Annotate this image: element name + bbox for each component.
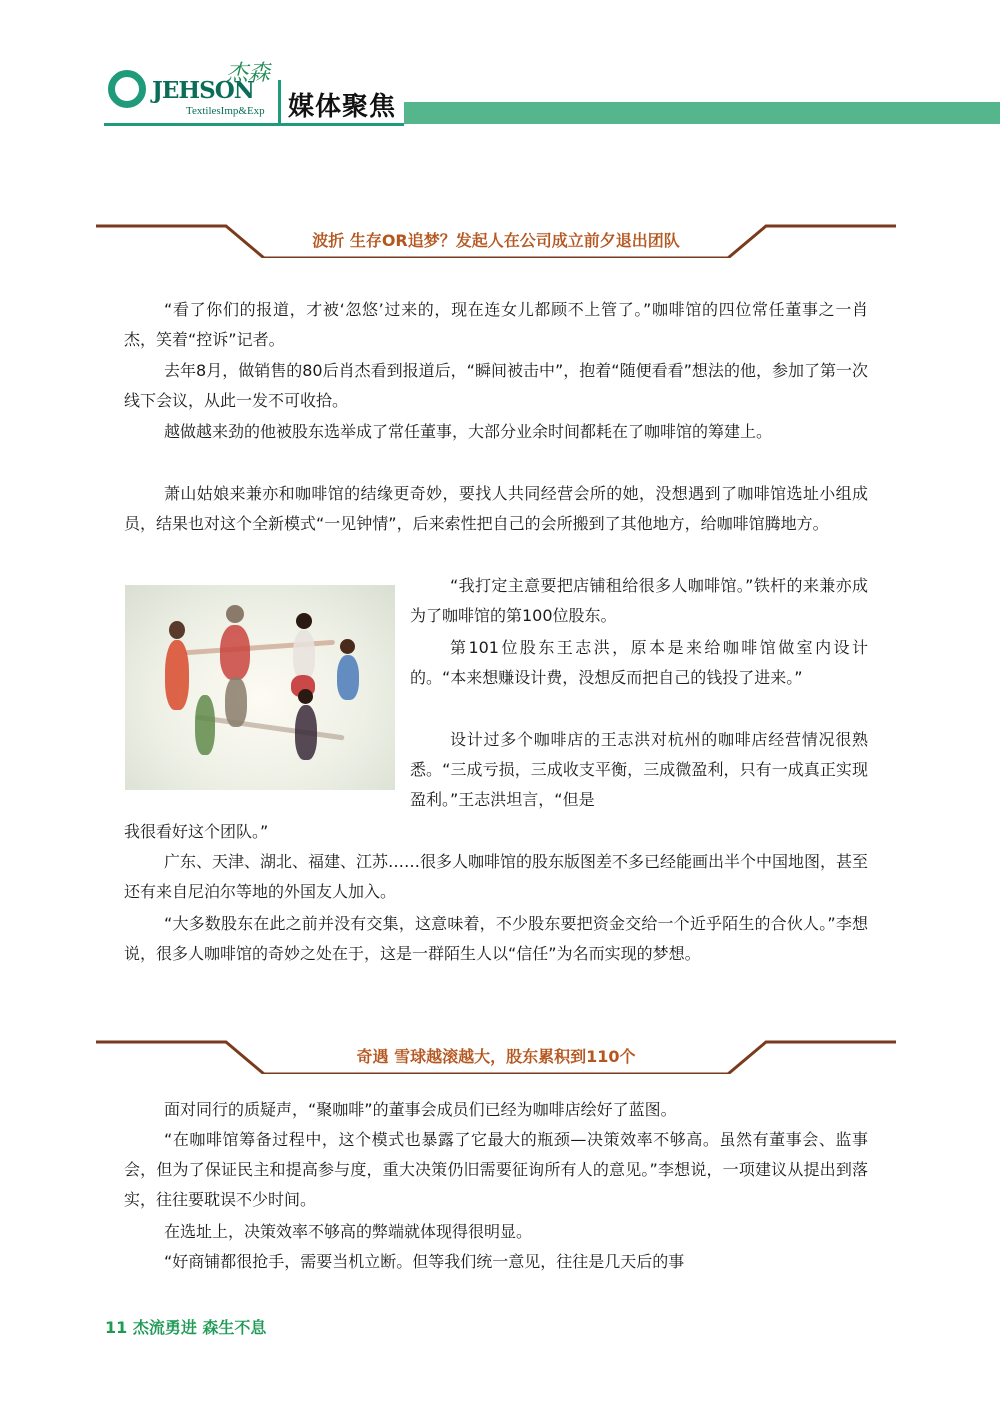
- section-title-2: 奇遇 雪球越滚越大，股东累积到110个: [356, 1047, 636, 1066]
- section-heading-1: [96, 222, 896, 258]
- photo-person-center: [220, 625, 250, 680]
- footer-slogan: 杰流勇进 森生不息: [132, 1318, 267, 1337]
- paragraph: “好商铺都很抢手，需要当机立断。但等我们统一意见，往往是几天后的事: [164, 1252, 685, 1271]
- paragraph: 去年8月，做销售的80后肖杰看到报道后，“瞬间被击中”，抱着“随便看看”想法的他，参加了第一次线下会议，从此一发不可收拾。: [124, 361, 868, 410]
- photo-head: [296, 613, 312, 629]
- paragraph: 越做越来劲的他被股东选举成了常任董事，大部分业余时间都耗在了咖啡馆的筹建上。: [164, 422, 773, 441]
- photo-person-white: [293, 630, 315, 680]
- paragraph: “在咖啡馆筹备过程中，这个模式也暴露了它最大的瓶颈—决策效率不够高。虽然有董事会、监事会，但为了保证民主和提高参与度，重大决策仍旧需要征询所有人的意见。”李想说，一项建议从提出到落实，往往要耽误不少时间。: [124, 1130, 868, 1209]
- photo-head: [226, 605, 244, 623]
- paragraph: 广东、天津、湖北、福建、江苏……很多人咖啡馆的股东版图差不多已经能画出半个中国地图，甚至还有来自尼泊尔等地的外国友人加入。: [124, 852, 869, 901]
- page-header: [0, 0, 1000, 140]
- page-number: 11: [105, 1318, 128, 1337]
- page-footer: [105, 1315, 266, 1338]
- paragraph: “大多数股东在此之前并没有交集，这意味着，不少股东要把资金交给一个近乎陌生的合伙人。”李想说，很多人咖啡馆的奇妙之处在于，这是一群陌生人以“信任”为名而实现的梦想。: [124, 914, 868, 963]
- paragraph: 设计过多个咖啡店的王志洪对杭州的咖啡店经营情况很熟悉。“三成亏损，三成收支平衡，三成微盈利，只有一成真正实现盈利。”王志洪坦言，“但是: [410, 730, 868, 809]
- logo-subtitle: TextilesImp&Exp: [186, 105, 265, 117]
- photo-person-dark: [295, 705, 317, 760]
- logo-chinese-name: 杰森: [226, 61, 271, 86]
- logo-ring-icon: [108, 70, 146, 108]
- paragraph: “看了你们的报道，才被‘忽悠’过来的，现在连女儿都顾不上管了。”咖啡馆的四位常任董事之一肖杰，笑着“控诉”记者。: [124, 300, 868, 349]
- paragraph: “我打定主意要把店铺租给很多人咖啡馆。”铁杆的来兼亦成为了咖啡馆的第100位股东。: [410, 576, 868, 625]
- section-heading-2: [96, 1038, 896, 1074]
- photo-head: [169, 621, 185, 639]
- photo-person-blue: [337, 655, 359, 700]
- photo-head: [340, 639, 355, 654]
- paragraph: 我很看好这个团队。”: [124, 822, 269, 841]
- photo-people-holding-hands: [125, 585, 395, 790]
- paragraph: 在选址上，决策效率不够高的弊端就体现得很明显。: [164, 1222, 533, 1241]
- header-green-band: [404, 102, 1000, 124]
- paragraph: 面对同行的质疑声，“聚咖啡”的董事会成员们已经为咖啡店绘好了蓝图。: [164, 1100, 677, 1119]
- company-logo: [108, 60, 278, 124]
- photo-person-green: [195, 695, 215, 755]
- logo-brand-name: JEHSON: [152, 77, 254, 104]
- section-category-title: 媒体聚焦: [288, 92, 397, 122]
- photo-person-legs: [225, 677, 247, 727]
- paragraph: 第101位股东王志洪，原本是来给咖啡馆做室内设计的。“本来想赚设计费，没想反而把自己的钱投了进来。”: [410, 638, 868, 687]
- paragraph: 萧山姑娘来兼亦和咖啡馆的结缘更奇妙，要找人共同经营会所的她，没想遇到了咖啡馆选址小组成员，结果也对这个全新模式“一见钟情”，后来索性把自己的会所搬到了其他地方，给咖啡馆腾地方。: [124, 484, 868, 533]
- photo-arm: [195, 715, 344, 741]
- photo-person-red: [165, 640, 189, 710]
- header-rule: [104, 123, 404, 126]
- header-divider: [278, 80, 281, 125]
- photo-head: [298, 689, 313, 704]
- section-title-1: 波折 生存OR追梦？发起人在公司成立前夕退出团队: [312, 231, 680, 250]
